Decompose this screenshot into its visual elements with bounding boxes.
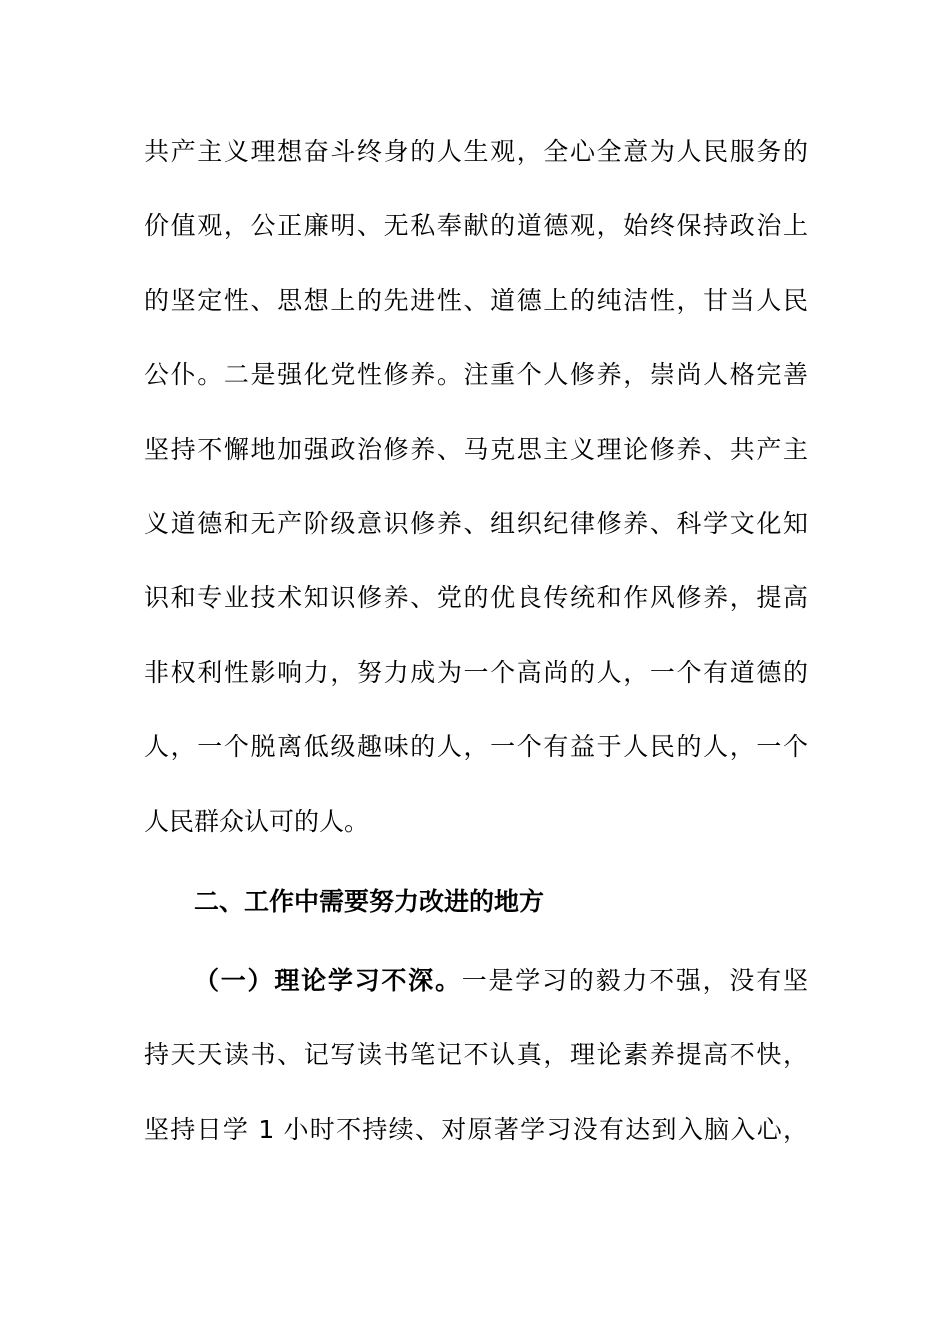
paragraph-line-6: 义道德和无产阶级意识修养、组织纪律修养、科学文化知 bbox=[144, 509, 808, 538]
subsection-line-3: 坚持日学 1 小时不持续、对原著学习没有达到入脑入心， bbox=[144, 1115, 808, 1144]
section-heading: 二、工作中需要努力改进的地方 bbox=[194, 887, 545, 916]
paragraph-line-5: 坚持不懈地加强政治修养、马克思主义理论修养、共产主 bbox=[144, 435, 808, 464]
paragraph-line-10: 人民群众认可的人。 bbox=[144, 807, 370, 836]
paragraph-line-8: 非权利性影响力，努力成为一个高尚的人，一个有道德的 bbox=[144, 658, 808, 687]
subsection-first-line bbox=[194, 963, 808, 999]
paragraph-line-3: 的坚定性、思想上的先进性、道德上的纯洁性，甘当人民 bbox=[144, 286, 808, 315]
subsection-title: （一）理论学习不深。 bbox=[194, 966, 462, 995]
subsection-line-2: 持天天读书、记写读书笔记不认真，理论素养提高不快， bbox=[144, 1040, 808, 1069]
subsection-first-line-text: 一是学习的毅力不强，没有坚 bbox=[461, 966, 808, 995]
paragraph-line-1: 共产主义理想奋斗终身的人生观，全心全意为人民服务的 bbox=[144, 137, 808, 166]
paragraph-line-7: 识和专业技术知识修养、党的优良传统和作风修养，提高 bbox=[144, 583, 808, 612]
paragraph-line-9: 人，一个脱离低级趣味的人，一个有益于人民的人，一个 bbox=[144, 732, 808, 761]
paragraph-line-4: 公仆。二是强化党性修养。注重个人修养，崇尚人格完善 bbox=[144, 360, 808, 389]
paragraph-line-2: 价值观，公正廉明、无私奉献的道德观，始终保持政治上 bbox=[144, 211, 808, 240]
